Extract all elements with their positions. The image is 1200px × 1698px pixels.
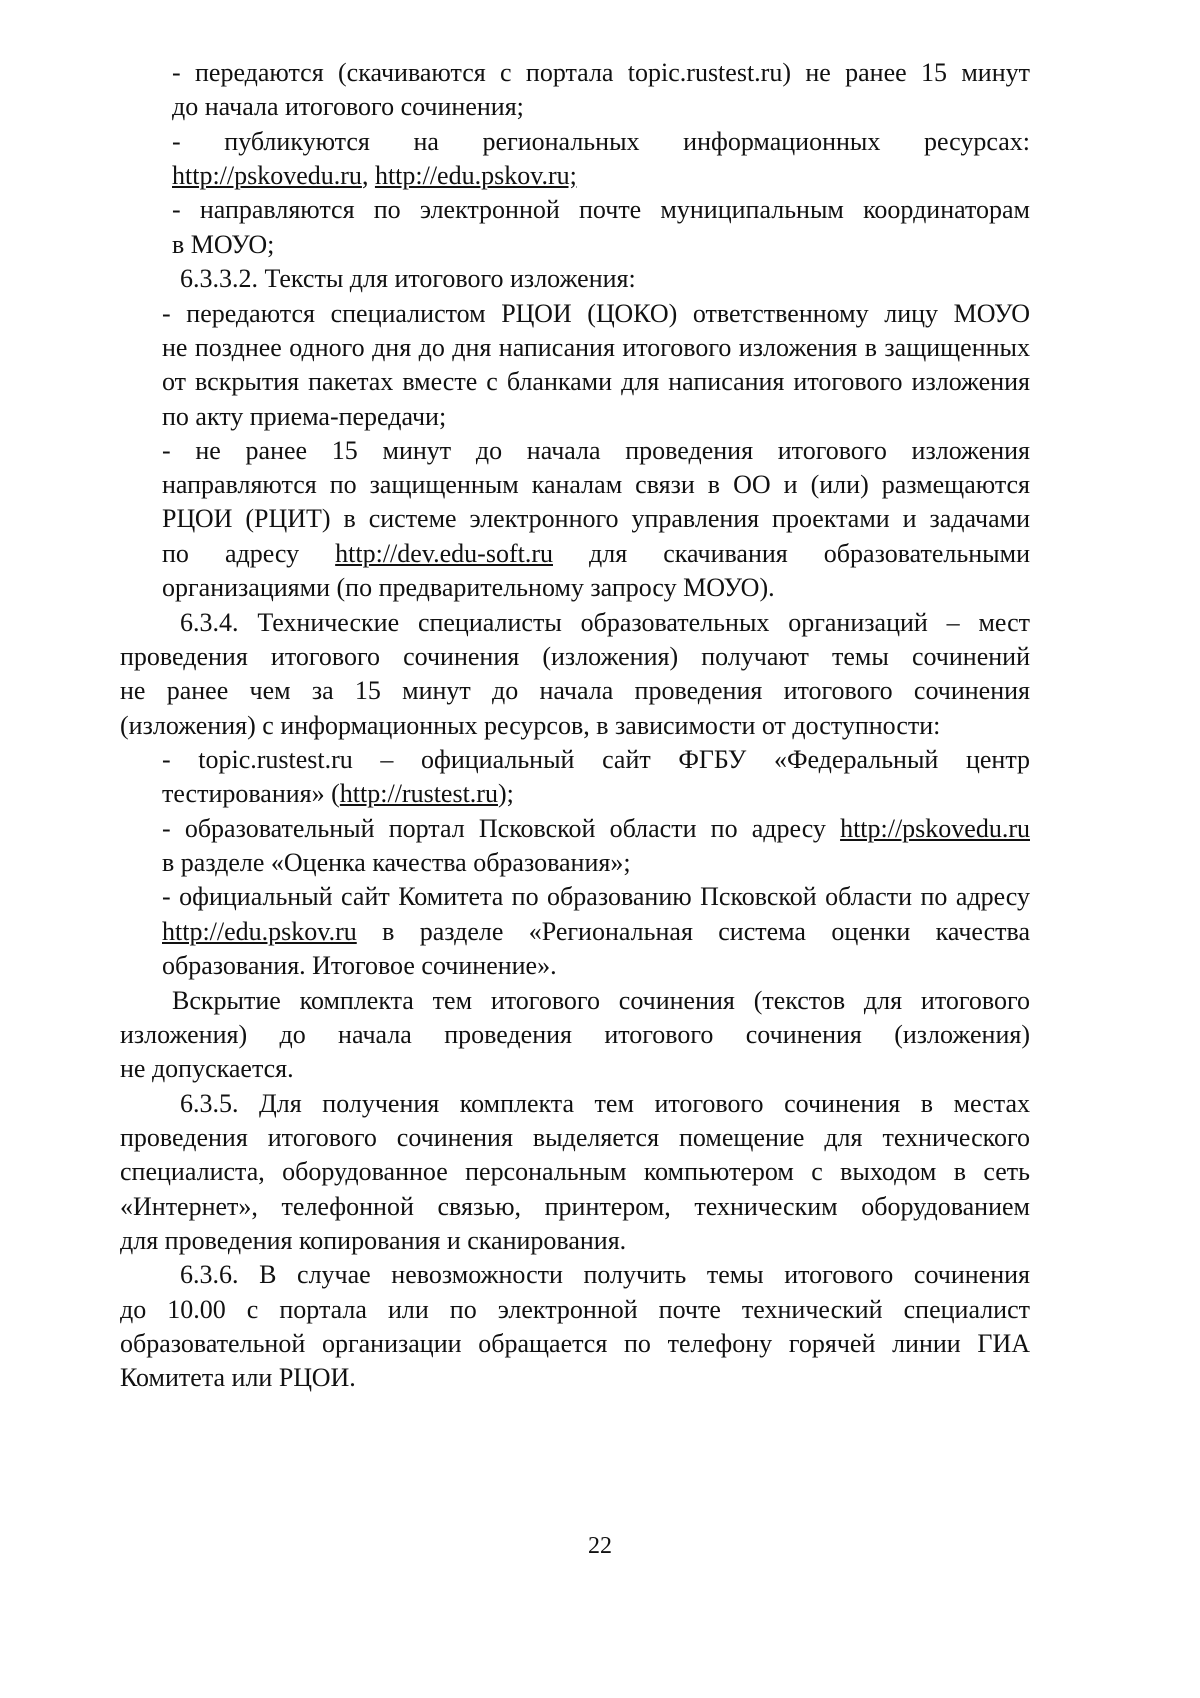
text-run: 6.3.3.2. Тексты для итогового изложения: — [180, 264, 636, 293]
text-run: - образовательный портал Псковской области по адресу — [162, 814, 841, 843]
text-line — [120, 640, 1030, 674]
text-line — [162, 777, 1030, 811]
text-line — [162, 400, 1030, 434]
text-run: - передаются (скачиваются с портала topic.rustest.ru) не ранее 15 минут — [172, 58, 1030, 87]
text-line — [120, 1121, 1030, 1155]
text-line — [162, 331, 1030, 365]
text-line — [162, 502, 1030, 536]
text-run: , — [361, 161, 375, 190]
text-run: Комитета или РЦОИ. — [120, 1363, 356, 1392]
text-run: для проведения копирования и сканирования. — [120, 1226, 627, 1255]
text-run: до 10.00 с портала или по электронной почте технический специалист — [120, 1295, 1030, 1324]
text-run: от вскрытия пакетах вместе с бланками для написания итогового изложения — [162, 367, 1030, 396]
text-run: - официальный сайт Комитета по образованию Псковской области по адресу — [162, 882, 1030, 911]
url-link[interactable]: http://pskovedu.ru — [172, 161, 362, 190]
text-line — [162, 297, 1030, 331]
text-run: - публикуются на региональных информационных ресурсах: — [172, 127, 1030, 156]
text-run: РЦОИ (РЦИТ) в системе электронного управления проектами и задачами — [162, 504, 1030, 533]
text-run: образования. Итоговое сочинение». — [162, 951, 557, 980]
text-run: по адресу — [162, 539, 336, 568]
text-run: в разделе «Оценка качества образования»; — [162, 848, 631, 877]
url-link[interactable]: http://pskovedu.ru — [840, 814, 1030, 843]
page-number: 22 — [588, 1533, 612, 1559]
text-run: (изложения) с информационных ресурсов, в зависимости от доступности: — [120, 711, 941, 740]
text-line — [172, 90, 1030, 124]
text-line — [162, 434, 1030, 468]
text-run: специалиста, оборудованное персональным компьютером с выходом в сеть — [120, 1157, 1030, 1186]
text-line — [162, 812, 1030, 846]
text-run: тестирования» ( — [162, 779, 340, 808]
text-run: в разделе «Региональная система оценки качества — [356, 917, 1030, 946]
text-line — [172, 984, 1030, 1018]
url-link[interactable]: http://edu.pskov.ru; — [374, 161, 577, 190]
text-line — [162, 846, 1030, 880]
text-line — [172, 56, 1030, 90]
text-run: проведения итогового сочинения (изложения) получают темы сочинений — [120, 642, 1030, 671]
text-run: «Интернет», телефонной связью, принтером, техническим оборудованием — [120, 1192, 1030, 1221]
text-line — [172, 193, 1030, 227]
text-run: - передаются специалистом РЦОИ (ЦОКО) ответственному лицу МОУО — [162, 299, 1030, 328]
text-line — [120, 674, 1030, 708]
text-run: не ранее чем за 15 минут до начала проведения итогового сочинения — [120, 676, 1030, 705]
url-link[interactable]: http://edu.pskov.ru — [162, 917, 357, 946]
text-run: - не ранее 15 минут до начала проведения итогового изложения — [162, 436, 1030, 465]
text-run: не позднее одного дня до дня написания итогового изложения в защищенных — [162, 333, 1030, 362]
text-line — [120, 1327, 1030, 1361]
text-line — [162, 915, 1030, 949]
text-run: 6.3.6. В случае невозможности получить темы итогового сочинения — [180, 1260, 1030, 1289]
text-run: - направляются по электронной почте муниципальным координаторам — [172, 195, 1030, 224]
text-line — [162, 468, 1030, 502]
text-run: до начала итогового сочинения; — [172, 92, 524, 121]
text-run: 6.3.5. Для получения комплекта тем итогового сочинения в местах — [180, 1089, 1030, 1118]
text-line — [162, 571, 1030, 605]
text-line — [120, 1155, 1030, 1189]
text-run: изложения) до начала проведения итогового сочинения (изложения) — [120, 1020, 1030, 1049]
text-line — [172, 159, 1030, 193]
text-line — [172, 125, 1030, 159]
text-run: организациями (по предварительному запросу МОУО). — [162, 573, 775, 602]
text-line — [120, 1190, 1030, 1224]
text-line — [162, 743, 1030, 777]
text-line — [162, 880, 1030, 914]
text-run: - topic.rustest.ru – официальный сайт ФГБУ «Федеральный центр — [162, 745, 1030, 774]
text-run: по акту приема-передачи; — [162, 402, 447, 431]
text-line — [120, 1018, 1030, 1052]
text-run: направляются по защищенным каналам связи в ОО и (или) размещаются — [162, 470, 1030, 499]
text-line — [172, 228, 1030, 262]
text-run: для скачивания образовательными — [552, 539, 1030, 568]
text-line — [180, 262, 1030, 296]
text-run: образовательной организации обращается по телефону горячей линии ГИА — [120, 1329, 1030, 1358]
url-link[interactable]: http://rustest.ru — [339, 779, 498, 808]
text-line — [120, 1224, 1030, 1258]
text-run: 6.3.4. Технические специалисты образовательных организаций – мест — [180, 608, 1030, 637]
url-link[interactable]: http://dev.edu-soft.ru — [335, 539, 553, 568]
text-run: проведения итогового сочинения выделяется помещение для технического — [120, 1123, 1030, 1152]
text-run: Вскрытие комплекта тем итогового сочинения (текстов для итогового — [172, 986, 1030, 1015]
text-line — [120, 709, 1030, 743]
text-line — [120, 1052, 1030, 1086]
text-line — [162, 537, 1030, 571]
text-line — [162, 949, 1030, 983]
text-line — [180, 1258, 1030, 1292]
text-line — [162, 365, 1030, 399]
text-line — [180, 1087, 1030, 1121]
text-run: не допускается. — [120, 1054, 294, 1083]
text-run: ); — [497, 779, 514, 808]
text-line — [180, 606, 1030, 640]
text-line — [120, 1293, 1030, 1327]
text-run: в МОУО; — [172, 230, 275, 259]
text-line — [120, 1361, 1030, 1395]
